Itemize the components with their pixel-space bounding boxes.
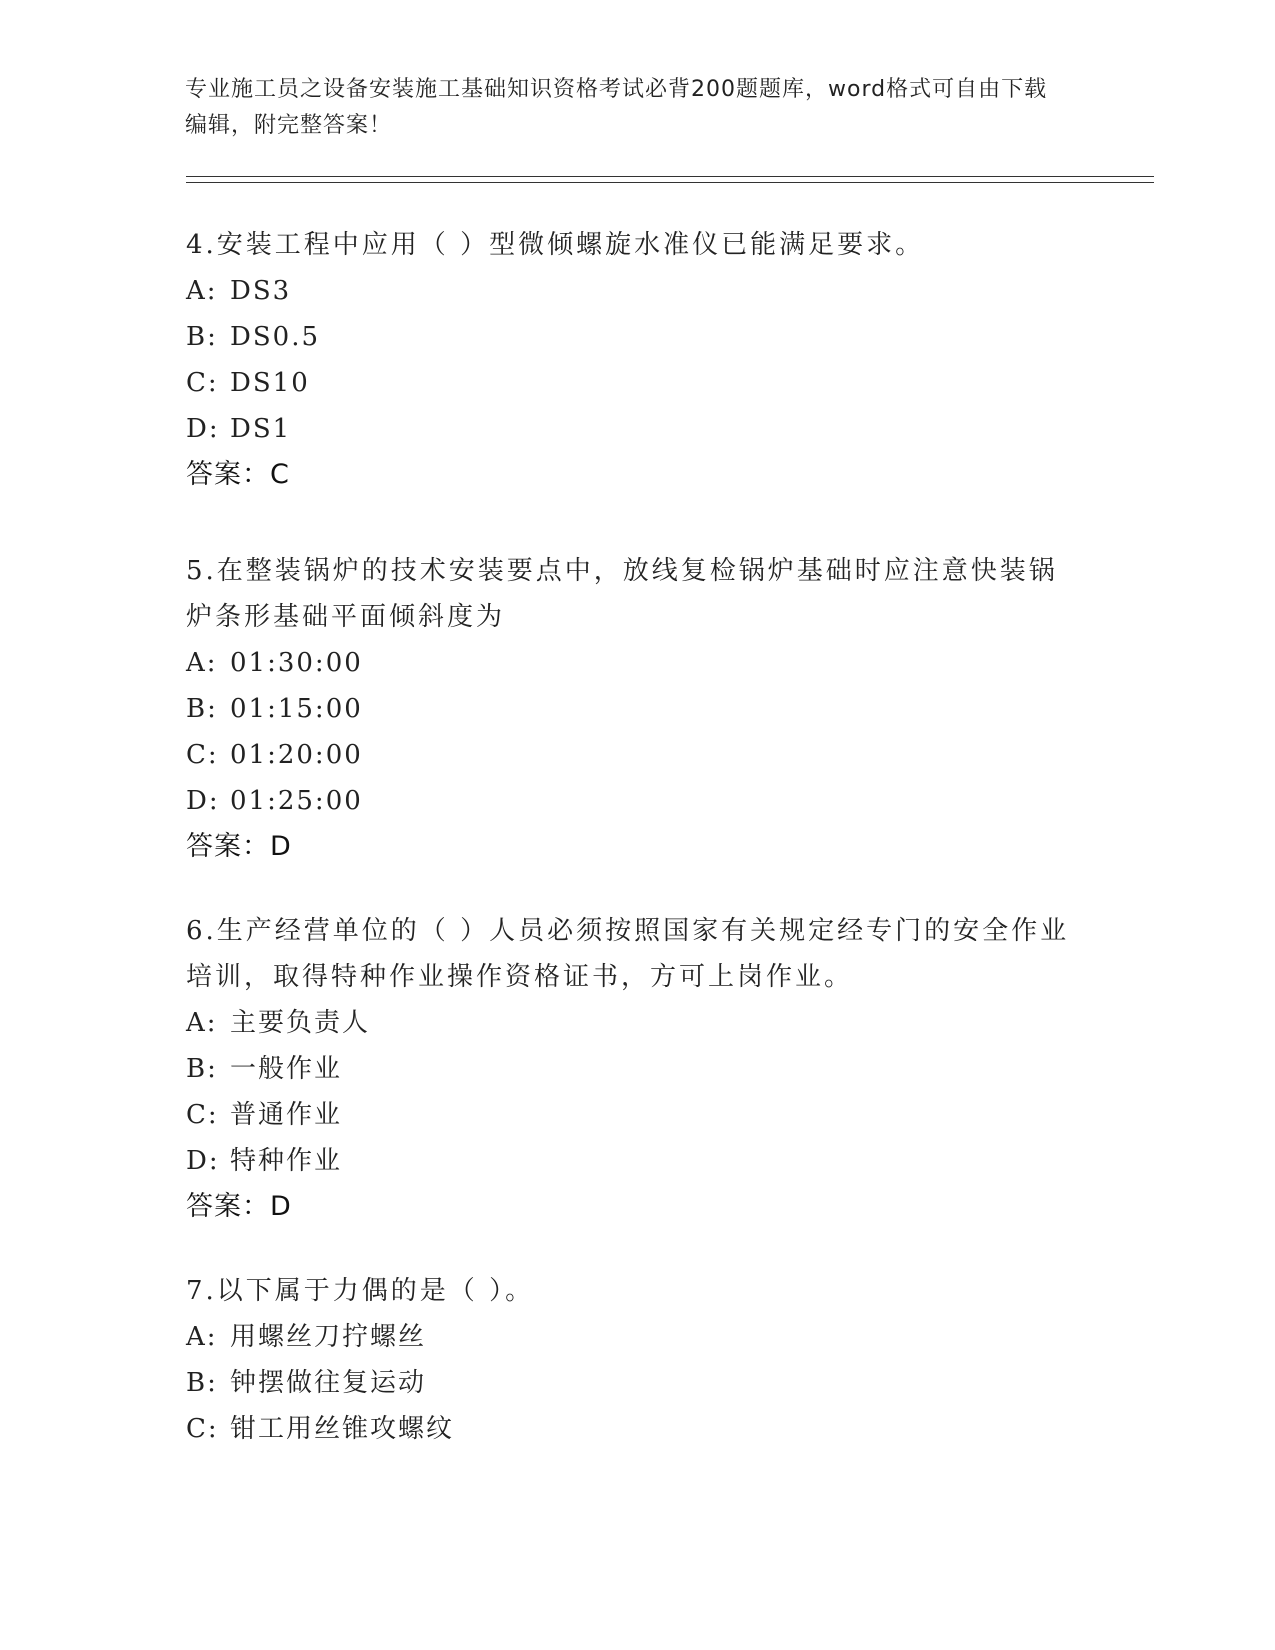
option-key: C: <box>186 368 219 398</box>
option-key: B: <box>186 1368 218 1398</box>
option-text: DS1 <box>230 414 292 444</box>
answer-line: 答案：D <box>186 831 292 862</box>
option-c <box>186 360 1086 406</box>
header-divider-bottom <box>186 182 1154 183</box>
option-a <box>186 1000 1086 1046</box>
option-a <box>186 268 1086 314</box>
option-key: D: <box>186 1146 220 1176</box>
option-key: C: <box>186 1414 219 1444</box>
option-key: B: <box>186 322 218 352</box>
option-d <box>186 778 1086 824</box>
question-stem: 4.安装工程中应用（ ）型微倾螺旋水准仪已能满足要求。 <box>186 230 925 260</box>
option-b <box>186 314 1086 360</box>
header-divider-top <box>186 176 1154 177</box>
option-c <box>186 1092 1086 1138</box>
question-stem: 6.生产经营单位的（ ）人员必须按照国家有关规定经专门的安全作业培训，取得特种作业操作资格证书，方可上岗作业。 <box>186 916 1070 992</box>
option-text: 用螺丝刀拧螺丝 <box>230 1322 427 1352</box>
option-key: B: <box>186 694 218 724</box>
answer-line: 答案：D <box>186 1191 292 1222</box>
option-c <box>186 732 1086 778</box>
question-7 <box>186 1268 1086 1452</box>
option-key: A: <box>186 276 218 306</box>
option-text: 01:30:00 <box>230 648 363 678</box>
question-4 <box>186 222 1086 498</box>
option-text: 钳工用丝锥攻螺纹 <box>230 1414 455 1444</box>
option-a <box>186 1314 1086 1360</box>
question-stem: 7.以下属于力偶的是（ ）。 <box>186 1276 535 1306</box>
answer-line: 答案：C <box>186 459 290 490</box>
option-text: 普通作业 <box>230 1100 343 1130</box>
question-6 <box>186 908 1086 1230</box>
document-header-title: 专业施工员之设备安装施工基础知识资格考试必背200题题库，word格式可自由下载编辑，附完整答案！ <box>185 77 1048 138</box>
option-text: 一般作业 <box>230 1054 343 1084</box>
option-text: 特种作业 <box>230 1146 343 1176</box>
option-text: DS0.5 <box>230 322 321 352</box>
option-b <box>186 686 1086 732</box>
option-key: C: <box>186 1100 219 1130</box>
option-a <box>186 640 1086 686</box>
option-key: D: <box>186 786 220 816</box>
option-key: B: <box>186 1054 218 1084</box>
option-text: DS10 <box>230 368 310 398</box>
option-text: 主要负责人 <box>230 1008 371 1038</box>
option-key: A: <box>186 648 218 678</box>
option-text: 钟摆做往复运动 <box>230 1368 427 1398</box>
option-d <box>186 1138 1086 1184</box>
option-b <box>186 1046 1086 1092</box>
question-stem: 5.在整装锅炉的技术安装要点中，放线复检锅炉基础时应注意快装锅炉条形基础平面倾斜度为 <box>186 556 1058 632</box>
option-key: A: <box>186 1008 218 1038</box>
question-5 <box>186 548 1086 870</box>
option-text: 01:15:00 <box>230 694 363 724</box>
option-c <box>186 1406 1086 1452</box>
option-b <box>186 1360 1086 1406</box>
option-d <box>186 406 1086 452</box>
option-text: 01:25:00 <box>230 786 363 816</box>
option-text: DS3 <box>230 276 292 306</box>
option-text: 01:20:00 <box>230 740 363 770</box>
option-key: C: <box>186 740 219 770</box>
option-key: D: <box>186 414 220 444</box>
option-key: A: <box>186 1322 218 1352</box>
